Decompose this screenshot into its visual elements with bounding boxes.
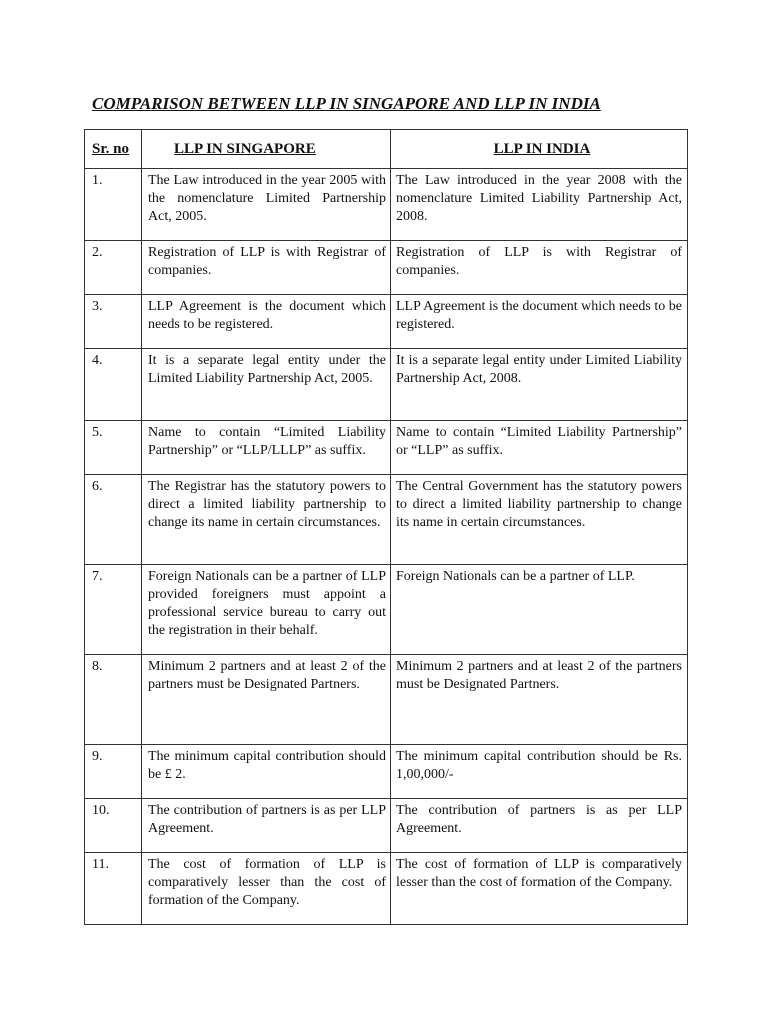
table-row [85, 655, 688, 745]
table-row [85, 241, 688, 295]
row-singapore-cell: The Law introduced in the year 2005 with the nomenclature Limited Partnership Act, 2005. [142, 169, 391, 241]
row-india-cell: The minimum capital contribution should be Rs. 1,00,000/- [391, 745, 688, 799]
row-sr-no: 9. [85, 745, 142, 799]
row-singapore-cell: LLP Agreement is the document which needs to be registered. [142, 295, 391, 349]
header-llp-singapore: LLP IN SINGAPORE [142, 130, 391, 169]
comparison-table [84, 129, 688, 925]
row-singapore-cell: The cost of formation of LLP is comparatively lesser than the cost of formation of the Company. [142, 853, 391, 925]
row-india-cell: Minimum 2 partners and at least 2 of the partners must be Designated Partners. [391, 655, 688, 745]
row-sr-no: 3. [85, 295, 142, 349]
page-title: COMPARISON BETWEEN LLP IN SINGAPORE AND LLP IN INDIA [92, 94, 601, 113]
row-singapore-cell: The Registrar has the statutory powers to direct a limited liability partnership to change its name in certain circumstances. [142, 475, 391, 565]
row-sr-no: 7. [85, 565, 142, 655]
row-sr-no: 6. [85, 475, 142, 565]
row-india-cell: LLP Agreement is the document which needs to be registered. [391, 295, 688, 349]
row-india-cell: Name to contain “Limited Liability Partnership” or “LLP” as suffix. [391, 421, 688, 475]
row-singapore-cell: Foreign Nationals can be a partner of LLP provided foreigners must appoint a professional service bureau to carry out the registration in their behalf. [142, 565, 391, 655]
row-singapore-cell: Minimum 2 partners and at least 2 of the partners must be Designated Partners. [142, 655, 391, 745]
row-sr-no: 2. [85, 241, 142, 295]
row-sr-no: 8. [85, 655, 142, 745]
header-sr-no: Sr. no [85, 130, 142, 169]
table-row [85, 169, 688, 241]
row-sr-no: 4. [85, 349, 142, 421]
row-sr-no: 11. [85, 853, 142, 925]
table-row [85, 475, 688, 565]
table-row [85, 421, 688, 475]
row-singapore-cell: Name to contain “Limited Liability Partnership” or “LLP/LLLP” as suffix. [142, 421, 391, 475]
table-row [85, 349, 688, 421]
row-singapore-cell: The contribution of partners is as per LLP Agreement. [142, 799, 391, 853]
table-row [85, 853, 688, 925]
table-header-row [85, 130, 688, 169]
row-india-cell: It is a separate legal entity under Limited Liability Partnership Act, 2008. [391, 349, 688, 421]
row-india-cell: The contribution of partners is as per LLP Agreement. [391, 799, 688, 853]
table-row [85, 565, 688, 655]
row-singapore-cell: Registration of LLP is with Registrar of companies. [142, 241, 391, 295]
table-row [85, 745, 688, 799]
row-india-cell: The cost of formation of LLP is comparatively lesser than the cost of formation of the Company. [391, 853, 688, 925]
row-india-cell: The Central Government has the statutory powers to direct a limited liability partnership to change its name in certain circumstances. [391, 475, 688, 565]
header-llp-india: LLP IN INDIA [391, 130, 688, 169]
row-sr-no: 5. [85, 421, 142, 475]
row-singapore-cell: It is a separate legal entity under the Limited Liability Partnership Act, 2005. [142, 349, 391, 421]
row-india-cell: The Law introduced in the year 2008 with the nomenclature Limited Liability Partnership Act, 2008. [391, 169, 688, 241]
row-india-cell: Registration of LLP is with Registrar of companies. [391, 241, 688, 295]
row-singapore-cell: The minimum capital contribution should be £ 2. [142, 745, 391, 799]
table-row [85, 295, 688, 349]
row-india-cell: Foreign Nationals can be a partner of LLP. [391, 565, 688, 655]
row-sr-no: 1. [85, 169, 142, 241]
row-sr-no: 10. [85, 799, 142, 853]
table-row [85, 799, 688, 853]
